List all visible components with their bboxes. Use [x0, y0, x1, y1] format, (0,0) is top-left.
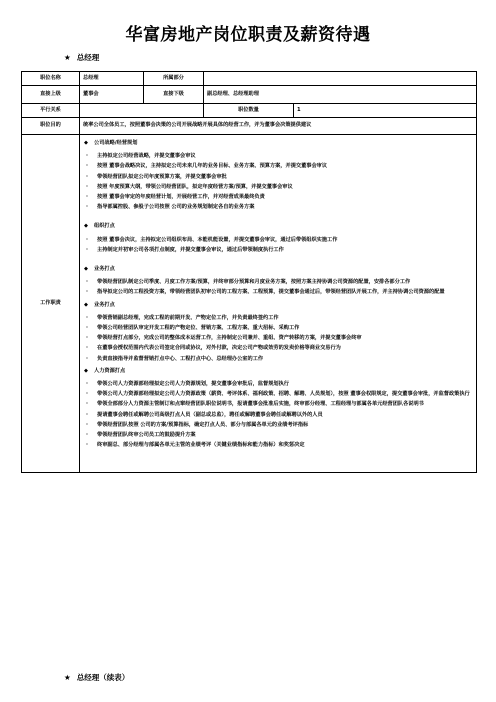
duty-item: · 带领全部部分人力资源主管制订和点窜经营团队职位说明书，报请董事会批准后实施，终审部分经理、工程经理与部属各单元经营团队各说明书 — [84, 401, 472, 408]
duty-item: · 带领经营团队按照 公司的方案/预算指标，确定打点人员、部分与部属各单元的业绩考评指标 — [84, 422, 472, 429]
section-heading — [64, 52, 99, 63]
duty-item: · 带领经营团队制定公司季度、月度工作方案/预算，并终审部分预算和月度业务方案，按照方案主持协调公司资源的配置，安排各部分工作 — [84, 279, 472, 286]
duty-category — [84, 223, 472, 230]
duty-item: · 带领公司人力资源部经理拟定公司人力资源规划，提交董事会审批后，监督规划执行 — [84, 381, 472, 388]
duty-item: · 指导部属控股、参股子公司按照 公司的业务规划制定各自的业务方案 — [84, 204, 472, 211]
superior-label: 直接上级 — [22, 86, 80, 104]
diamond-bullet-icon: ◆ — [84, 301, 88, 308]
duty-item: · 按照 年度预算大纲，带领公司经营团队，拟定年度经营方案/预算，并提交董事会审议 — [84, 184, 472, 191]
count-value: 1 — [294, 104, 477, 118]
duty-list — [84, 279, 472, 296]
duty-category-title: 组织打点 — [94, 223, 115, 230]
duty-item: · 带领公司人力资源部经理拟定公司人力资源政策（薪资、考评体系、福利政策、招聘、解聘、人员规划），按照 董事会权限规定，提交董事会审批，并监督政策执行 — [84, 391, 472, 398]
duty-category-title: 业务打点 — [94, 301, 115, 308]
table-row — [22, 104, 477, 118]
duty-list — [84, 237, 472, 254]
duty-item: · 在董事会授权范围内代表公司签定合同或协议，对外付款，决定公司产物或效劳的发卖价格等商业交易行为 — [84, 345, 472, 352]
duty-item: · 带领经营打点部分，完成公司的整体成本运营工作，主持制定公司兼并、重组、资产转移的方案，并提交董事会终审 — [84, 335, 472, 342]
job-description-table — [21, 71, 477, 473]
duty-category — [84, 368, 472, 375]
job-name-label: 职位名称 — [22, 72, 80, 86]
section-heading-label: 总经理 — [76, 53, 100, 62]
duty-category — [84, 266, 472, 273]
duties-cell — [80, 135, 477, 473]
duty-item: · 按照 董事会决议，主持拟定公司组织布局、本能机能设置，并提交董事会审议，通过后带领组织实施工作 — [84, 237, 472, 244]
duty-item: · 主持拟定公司经营战略，并提交董事会审议 — [84, 153, 472, 160]
duty-category — [84, 302, 472, 309]
duty-category — [84, 140, 472, 147]
table-row — [22, 72, 477, 86]
diamond-bullet-icon: ◆ — [84, 140, 88, 146]
duty-item: · 带领营销副总经理，完成工程的前期开发、产物定位工作，并负责最终签约工作 — [84, 315, 472, 322]
duty-item: · 指导拟定公司的工程投资方案，带领经营团队初审公司的工程方案、工程预算，提交董事会通过后，带领经营团队开展工作，并主持协调公司资源的配置 — [84, 289, 472, 296]
duty-category-title: 人力资源打点 — [94, 367, 126, 374]
duty-item: · 主持制定并初审公司各项打点制度，并提交董事会审议，通过后带领制度执行工作 — [84, 247, 472, 254]
duty-item: · 提请董事会聘任或解聘公司高级打点人员（副总或总监），聘任或解聘董事会聘任或解聘以外的人员 — [84, 412, 472, 419]
peer-value — [80, 104, 204, 118]
department-label: 所属部分 — [144, 72, 204, 86]
diamond-bullet-icon: ◆ — [84, 223, 88, 230]
star-icon: ★ — [64, 673, 71, 682]
table-row — [22, 135, 477, 473]
page-title: 华富房地产岗位职责及薪资待遇 — [125, 25, 371, 45]
duty-item: · 终审副总、部分经理与部属各单元主管的业绩考评（关键业绩指标和能力指标）和奖惩决定 — [84, 442, 472, 449]
department-value — [204, 72, 477, 86]
section-heading-continued-label: 总经理（续表） — [76, 673, 130, 682]
duty-item: · 带领经营团队终审公司员工的鼓励提升方案 — [84, 432, 472, 439]
peer-label: 平行关系 — [22, 104, 80, 118]
duty-item: · 按照 董事会审定的年度经营计划，开展经营工作，并对经营成果最终负责 — [84, 194, 472, 201]
duty-item: · 带领经营团队拟定公司年度预算方案，并提交董事会审批 — [84, 174, 472, 181]
job-name-value: 总经理 — [80, 72, 144, 86]
duty-category-title: 业务打点 — [94, 266, 115, 273]
section-heading-continued — [64, 672, 129, 683]
count-label: 职位数量 — [204, 104, 294, 118]
subordinate-label: 直接下级 — [144, 86, 204, 104]
purpose-value: 统率公司全体员工，按照董事会决策的公司开展战略开展具体的经营工作，并为董事会决策提供建议 — [80, 118, 477, 135]
star-icon: ★ — [64, 53, 71, 62]
superior-value: 董事会 — [80, 86, 144, 104]
table-row — [22, 86, 477, 104]
duty-list — [84, 381, 472, 449]
subordinate-value: 副总经理、总经理助理 — [204, 86, 477, 104]
duty-item: · 带领公司经营团队审定开发工程的产物定位、营销方案、工程方案、重大招标、采购工作 — [84, 325, 472, 332]
duty-item: · 负责直接指导并监督营销打点中心、工程打点中心、总经理办公室的工作 — [84, 356, 472, 363]
duty-list — [84, 315, 472, 363]
duty-item: · 按照 董事会战略决议，主持拟定公司未来几年的业务目标、业务方案、预算方案，并提交董事会审议 — [84, 163, 472, 170]
diamond-bullet-icon: ◆ — [84, 367, 88, 374]
duties-label: 工作职责 — [22, 135, 80, 473]
duty-category-title: 公司战略/经营规划 — [94, 140, 138, 146]
duties-content — [80, 135, 476, 472]
duty-list — [84, 153, 472, 211]
diamond-bullet-icon: ◆ — [84, 266, 88, 273]
purpose-label: 职位目的 — [22, 118, 80, 135]
table-row — [22, 118, 477, 135]
